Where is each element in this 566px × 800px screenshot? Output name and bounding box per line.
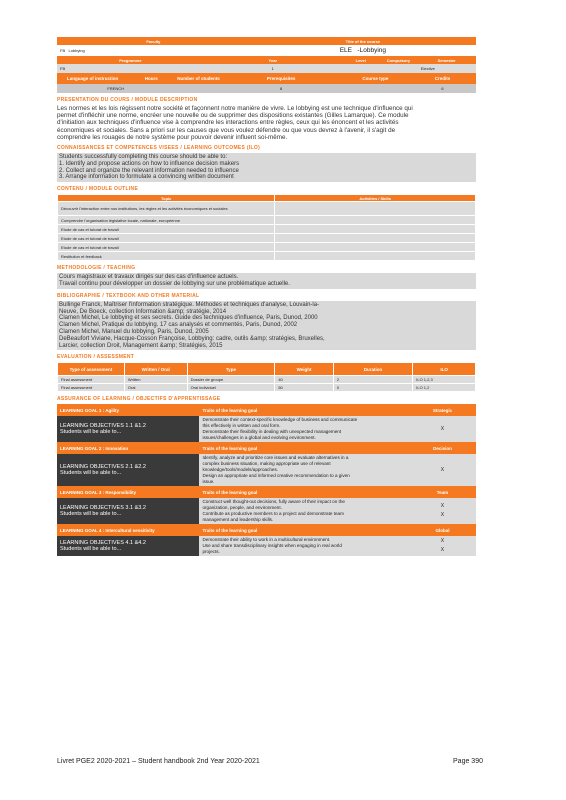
section-title-biblio: BIBLIOGRAPHIE / TEXTBOOK AND OTHER MATERIAL	[57, 292, 200, 299]
course-meta-table-2	[57, 73, 476, 93]
meta-programme-value: FB	[60, 66, 66, 71]
eval-table	[57, 362, 476, 392]
outline-row: Découvrir l'interaction entre nos institutions, les règles et les activités économiques et sociales	[58, 202, 275, 216]
meta-language-value: FRENCH	[107, 86, 124, 91]
section-title-outcomes: CONNAISSANCES ET COMPETENCES VISEES / LEARNING OUTCOMES (ILO)	[57, 145, 261, 152]
section-title-assurance: ASSURANCE OF LEARNING / OBJECTIFS D'APPRENTISSAGE	[57, 396, 221, 403]
meta-compulsory-value: Elective	[420, 66, 435, 71]
assessment-marks: X	[409, 416, 476, 442]
outline-row: Etude de cas et tutorat de travail	[58, 234, 275, 243]
learning-objective: LEARNING OBJECTIVES 4.1 &4.2 Students will be able to...	[57, 536, 199, 556]
meta-type-label: Course type	[342, 73, 409, 84]
learning-objective: LEARNING OBJECTIVES 3.1 &3.2 Students will be able to...	[57, 498, 199, 524]
course-header-table	[57, 37, 476, 56]
course-meta-table-1	[57, 56, 476, 73]
outline-row: Etude de cas et tutorat de travail	[58, 225, 275, 234]
meta-semester-label: Semester	[417, 56, 476, 64]
eval-head: Type of assessment	[58, 363, 125, 376]
assurance-goal-header: LEARNING GOAL 4 : Intercultural sensitivity Traits of the learning goal Global	[57, 524, 476, 536]
outline-row: Comprendre l'organisation législative locale, nationale, européenne	[58, 216, 275, 225]
learning-traits: Demonstrate their context-specific knowledge of business and communicate this effectively in written and oral form. Demonstrate their flexibility in dealing with unexpected management issues/challenges in a global and evolving environment.	[199, 416, 409, 442]
outline-table	[57, 194, 476, 261]
meta-programme-label: Programme	[57, 56, 204, 64]
assurance-goal-header: LEARNING GOAL 1 : Agility Traits of the learning goal Strategic	[57, 404, 476, 416]
meta-students-label: Number of students	[174, 73, 220, 84]
footer-left: Livret PGE2 2020-2021 – Student handbook 2nd Year 2020-2021	[57, 758, 260, 765]
eval-head: Type	[187, 363, 275, 376]
assessment-marks: X X	[409, 498, 476, 524]
assurance-goal-header: LEARNING GOAL 2 : Innovation Traits of the learning goal Decision	[57, 442, 476, 454]
meta-credits-value: 6	[441, 86, 444, 91]
biblio-block: Bullinge Franck, Maîtriser l'information stratégique. Méthodes et techniques d'analyse, Louvain-la- Neuve, De Boeck, collection Information &amp; stratégie, 2014 Clamen Michel, Le lobbying et ses secrets. Guide des techniques d'influence, Paris, Dunod, 2000 Clamen Michel, Pratique du lobbying. 17 cas analysés et commentés, Paris, Dunod, 2002 Clamen Michel, Manuel du lobbying, Paris, Dunod, 2005 DeBeaufort Viviane, Hacque-Cosson Françoise, Lobbying: cadre, outils &amp; stratégies, Bruxelles, Larcier, collection Droit, Management &amp; Stratégies, 2015	[57, 301, 476, 351]
meta-level-label: Level	[342, 56, 380, 64]
meta-hours-value: 8	[280, 86, 283, 91]
assessment-marks: X X	[409, 536, 476, 556]
page-footer	[57, 758, 483, 765]
meta-compulsory-label: Compulsory	[380, 56, 418, 64]
footer-page-number: Page 390	[453, 758, 483, 765]
learning-traits: Identify, analyze and prioritize core issues and evaluate alternatives in a complex business situation, making appropriate use of relevant knowledge/tools/models/approaches. Design an appropriate and informed creative recommendation to a given issue.	[199, 454, 409, 486]
section-title-presentation: PRESENTATION DU COURS / MODULE DESCRIPTION	[57, 97, 198, 103]
meta-credits-label: Credits	[409, 73, 476, 84]
eval-row: Final assessment Written Dossier de groupe 40 2 ILO 1,2,3	[58, 376, 476, 384]
section-title-eval: EVALUATION / ASSESSMENT	[57, 354, 135, 361]
assurance-goal-row	[57, 454, 476, 486]
eval-head: Weight	[275, 363, 334, 376]
header-faculty-label: Faculty	[57, 37, 250, 45]
outline-row: Restitution et feedback	[58, 252, 275, 261]
course-sheet	[57, 37, 476, 556]
eval-head: ILO	[413, 363, 476, 376]
meta-hours-label: Hours	[128, 73, 174, 84]
assurance-goal-header: LEARNING GOAL 3 : Responsibility Traits of the learning goal Team	[57, 486, 476, 498]
outline-head-activities: Activities / Skills	[275, 195, 476, 202]
outline-head-topic: Topic	[58, 195, 275, 202]
presentation-text: Les normes et les lois régissent notre société et façonnent notre manière de vivre. Le lobbying est une technique d'influence qui permet d'infléchir une norme, encréer une nouvelle ou de supprimer des dispositions existantes (Gilles Lamarque). Ce module d'initiation aux techniques d'influence vise à comprendre les interactions entre règles, ceux qui les énoncent et les activités économiques et sociales. Sans a priori sur les causes que vous voulez défendre ou que vous devrez à l'avenir, il s'agit de comprendre les rouages de notre système pour pouvoir devenir influent soi-même.	[57, 105, 413, 141]
header-title-value: ELE -Lobbying	[250, 45, 476, 56]
assurance-goal-row	[57, 416, 476, 442]
assurance-goal-row	[57, 536, 476, 556]
learning-objective: LEARNING OBJECTIVES 1.1 &1.2 Students will be able to...	[57, 416, 199, 442]
meta-year-label: Year	[204, 56, 342, 64]
assurance-goal-row	[57, 498, 476, 524]
learning-traits: Construct well thought-out decisions, fully aware of their impact on the organization, people, and environment. Contribute as productive members to a project and demonstrate team management and leadership skills.	[199, 498, 409, 524]
assessment-marks: X	[409, 454, 476, 486]
learning-traits: Demonstrate their ability to work in a multicultural environment. Use and share transdisciplinary insights when engaging in real world projects.	[199, 536, 409, 556]
outcomes-block: Students successfully completing this course should be able to: 1. Identify and propose actions on how to influence decision makers 2. Collect and organize the relevant information needed to influence 3. Arrange information to formulate a convincing written document	[57, 153, 476, 182]
eval-row: Final assessment Oral Oral individuel 60 0 ILO 1,2	[58, 384, 476, 392]
header-faculty-value: FB Lobbying	[57, 45, 250, 56]
learning-objective: LEARNING OBJECTIVES 2.1 &2.2 Students will be able to...	[57, 454, 199, 486]
header-title-label: Title of the course	[250, 37, 476, 45]
meta-prereq-label: Prerequisites	[220, 73, 342, 84]
meta-language-label: Language of instruction	[57, 73, 128, 84]
section-title-method: METHODOLOGIE / TEACHING	[57, 265, 136, 272]
eval-head: Written / Oral	[124, 363, 187, 376]
assurance-table	[57, 404, 476, 556]
section-title-contenu: CONTENU / MODULE OUTLINE	[57, 186, 139, 193]
outline-row: Etude de cas et tutorat de travail	[58, 243, 275, 252]
meta-year-value: 1	[271, 66, 274, 71]
method-block: Cours magistraux et travaux dirigés sur des cas d'influence actuels. Travail continu pour développer un dossier de lobbying sur une problématique actuelle.	[57, 273, 476, 289]
eval-head: Duration	[333, 363, 412, 376]
